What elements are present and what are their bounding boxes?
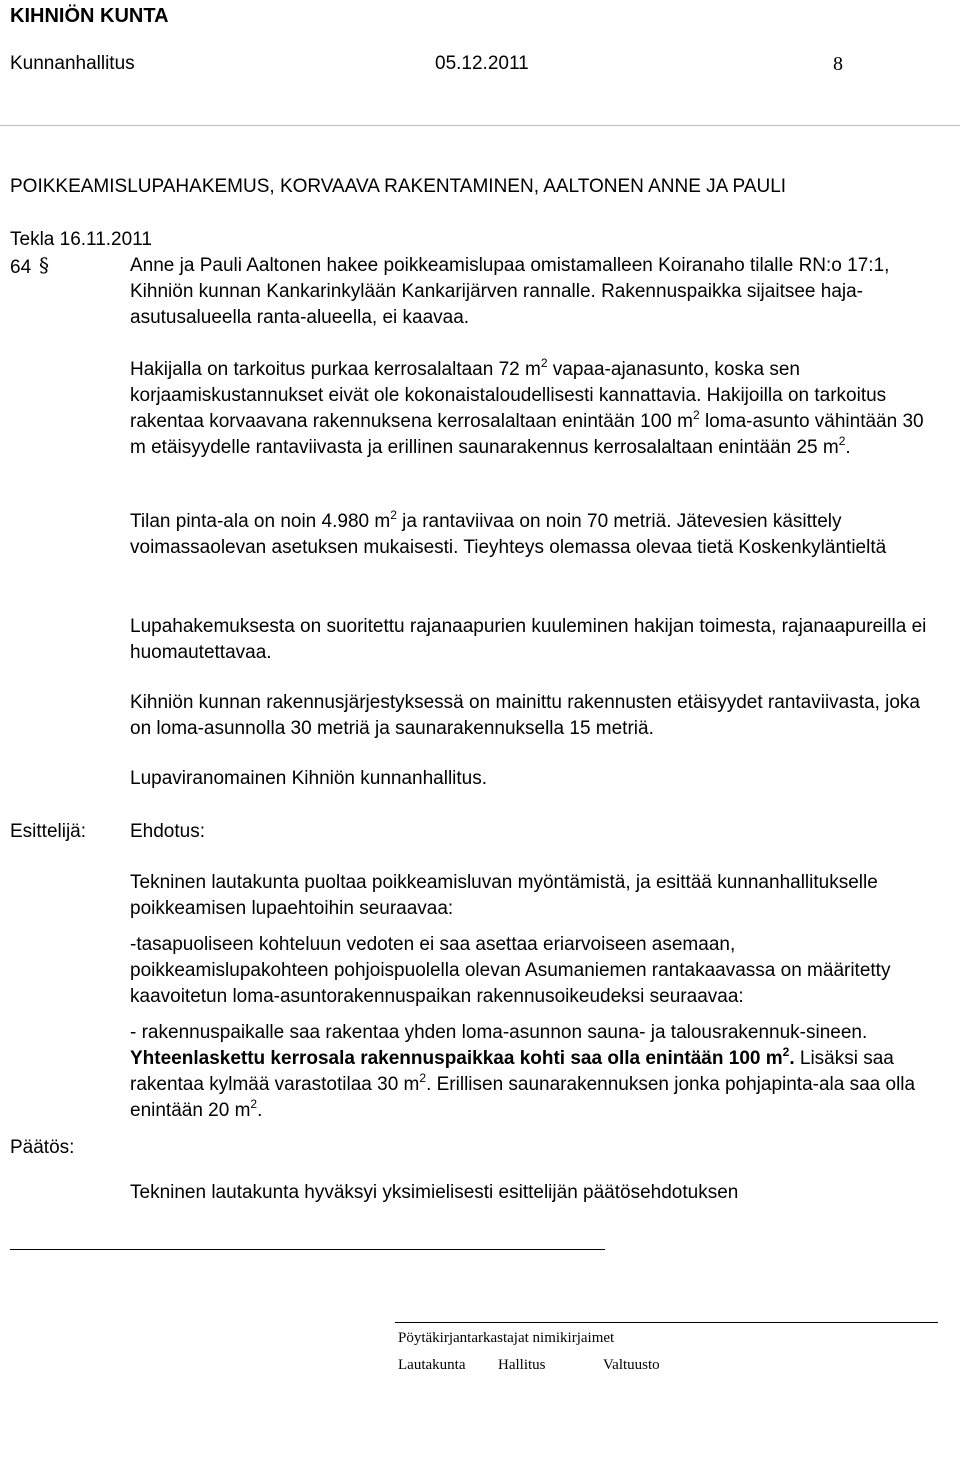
proposal-paragraph-2: -tasapuoliseen kohteluun vedoten ei saa asettaa eriarvoiseen asemaan, poikkeamislupakohteen pohjoispuolella olevan Asumaniemen rantakaavassa on määritetty kaavoitetun loma-asuntorakennuspaikan rakennusoikeudeksi seuraavaa: xyxy=(130,934,891,1007)
paragraph-demolition: Hakijalla on tarkoitus purkaa kerrosalaltaan 72 $m^2$ vapaa-ajanasunto, koska sen korjaamiskustannukset eivät ole kokonaistaloudellisesti kannattavia. Hakijoilla on tarkoitus rakentaa korvaavana rakennuksena kerrosalaltaan enintään 100 $m^2$ loma-asunto vähintään 30 m etäisyydelle rantaviivasta ja erillinen saunarakennus kerrosalaltaan enintään 25 $m^2$. xyxy=(130,356,924,458)
signature-box-hallitus: Hallitus xyxy=(498,1357,546,1373)
presenter-label: Esittelijä: xyxy=(10,821,87,842)
proposal-paragraph-1: Tekninen lautakunta puoltaa poikkeamisluvan myöntämistä, ja esittää kunnanhallitukselle poikkeamisen lupaehtoihin seuraavaa: xyxy=(130,872,878,919)
decision-text: Tekninen lautakunta hyväksyi yksimielisesti esittelijän päätösehdotuksen xyxy=(130,1182,739,1203)
signature-box-lautakunta: Lautakunta xyxy=(398,1357,466,1373)
proposal-paragraph-3: - rakennuspaikalle saa rakentaa yhden loma-asunnon sauna- ja talousrakennuk-sineen. Yhteenlaskettu kerrosala rakennuspaikkaa kohti saa olla enintään 100 $m^2$. Lisäksi saa rakentaa kylmää varastotilaa 30 $m^2$. Erillisen saunarakennuksen jonka pohjapinta-ala saa olla enintään 20 $m^2$. xyxy=(130,1022,916,1121)
signatures-label: Pöytäkirjantarkastajat nimikirjaimet xyxy=(398,1330,615,1346)
body-name: Kunnanhallitus xyxy=(10,53,135,74)
signature-box-valtuusto: Valtuusto xyxy=(603,1357,660,1373)
proposal-label: Ehdotus: xyxy=(130,821,205,842)
item-intro xyxy=(130,253,920,331)
paragraph-building-order: Kihniön kunnan rakennusjärjestyksessä on mainittu rakennusten etäisyydet rantaviivasta, joka on loma-asunnolla 30 metriä ja saunarakennuksella 15 metriä. xyxy=(130,692,921,739)
decision-end-rule xyxy=(10,1249,605,1250)
header-divider xyxy=(0,125,960,126)
decision-label: Päätös: xyxy=(10,1137,75,1158)
municipality-name: KIHNIÖN KUNTA xyxy=(10,5,169,27)
section-symbol: § xyxy=(39,253,50,277)
footer-rule xyxy=(395,1322,938,1323)
tekla-date: Tekla 16.11.2011 xyxy=(10,229,152,250)
paragraph-site-area: Tilan pinta-ala on noin 4.980 $m^2$ ja rantaviivaa on noin 70 metriä. Jätevesien käsittely voimassaolevan asetuksen mukaisesti. Tieyhteys olemassa olevaa tietä Koskenkyläntieltä xyxy=(130,508,887,558)
section-icon xyxy=(36,253,58,277)
item-number: 64 xyxy=(10,257,32,278)
paragraph-authority: Lupaviranomainen Kihniön kunnanhallitus. xyxy=(130,768,488,789)
intro-text: Anne ja Pauli Aaltonen hakee poikkeamislupaa omistamalleen Koiranaho tilalle RN:o 17:1, Kihniön kunnan Kankarinkylään Kankarijärven rannalle. Rakennuspaikka sijaitsee haja-asutusalueella ranta-alueella, ei kaavaa. xyxy=(130,255,890,328)
item-title: POIKKEAMISLUPAHAKEMUS, KORVAAVA RAKENTAMINEN, AALTONEN ANNE JA PAULI xyxy=(10,176,787,197)
page-number: 8 xyxy=(833,53,843,75)
item-number-row xyxy=(10,253,58,281)
meeting-date: 05.12.2011 xyxy=(435,53,529,74)
paragraph-neighbours: Lupahakemuksesta on suoritettu rajanaapurien kuuleminen hakijan toimesta, rajanaapureilla ei huomautettavaa. xyxy=(130,616,927,663)
